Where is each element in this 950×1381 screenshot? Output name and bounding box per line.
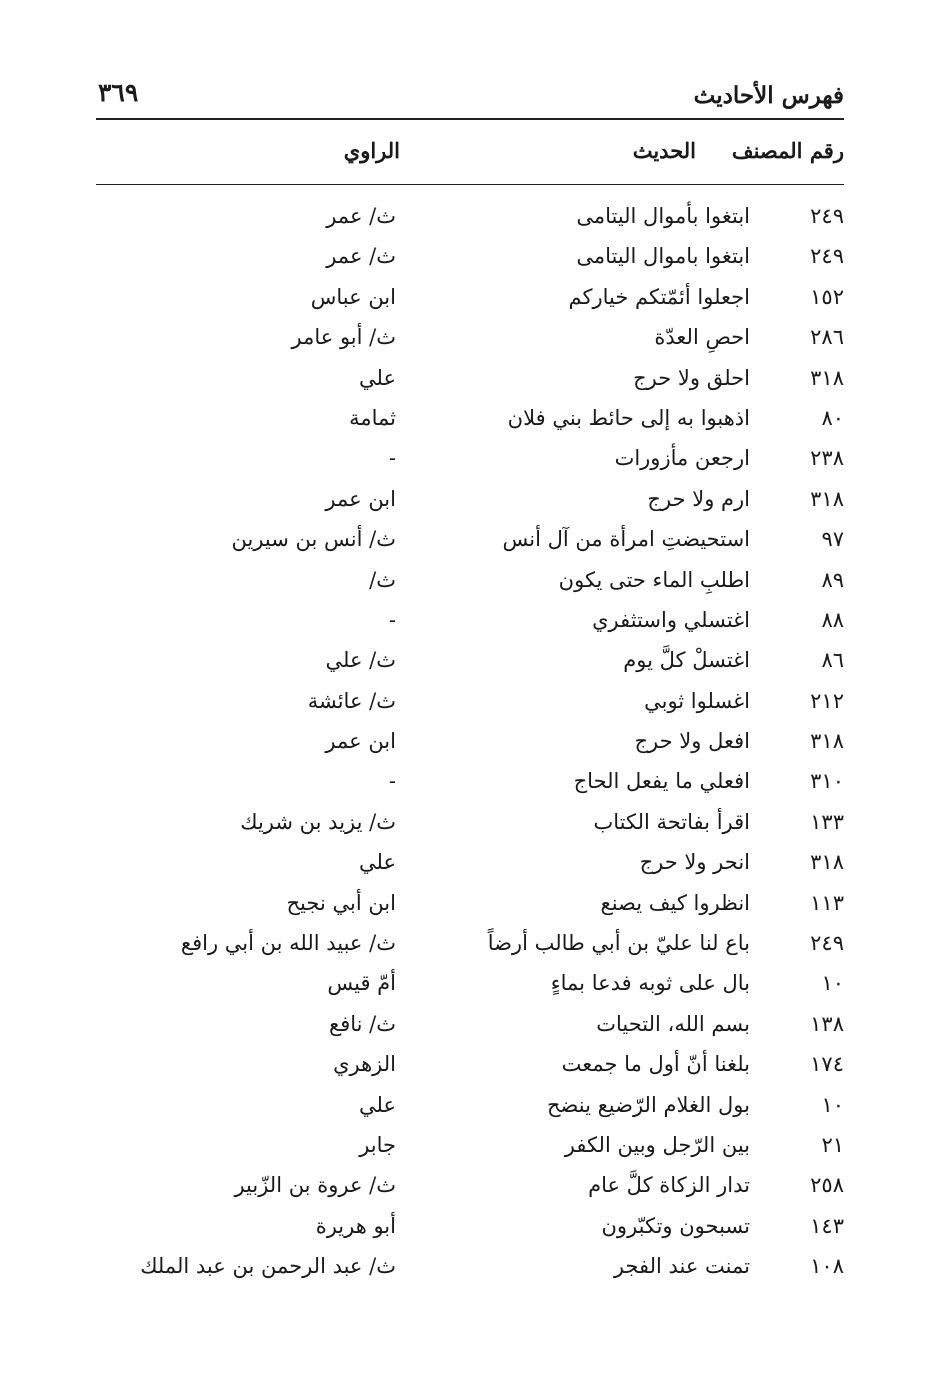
hadith-text: احصِ العدّة <box>654 325 750 350</box>
entry-number: ٨٦ <box>821 648 844 673</box>
table-row <box>96 200 844 240</box>
entry-number: ٢١ <box>821 1132 844 1157</box>
running-head <box>96 70 844 118</box>
entry-number: ٣١٠ <box>810 769 844 794</box>
header-rule <box>96 118 844 120</box>
table-row <box>96 321 844 361</box>
entry-number: ١٧٤ <box>810 1052 844 1077</box>
table-row <box>96 604 844 644</box>
narrator-name: ث/ يزيد بن شريك <box>240 809 396 834</box>
hadith-text: ابتغوا باموال اليتامى <box>576 244 750 269</box>
entry-number: ٢٤٩ <box>810 931 844 956</box>
hadith-text: بسم الله، التحيات <box>596 1011 750 1036</box>
table-row <box>96 483 844 523</box>
table-row <box>96 1210 844 1250</box>
hadith-text: ارم ولا حرج <box>647 486 750 511</box>
table-row <box>96 240 844 280</box>
column-headers <box>96 124 844 190</box>
hadith-text: بلغنا أنّ أول ما جمعت <box>561 1052 750 1077</box>
table-row <box>96 967 844 1007</box>
hadith-text: بين الرّجل وبين الكفر <box>564 1132 750 1157</box>
entry-number: ٢٣٨ <box>810 446 844 471</box>
page <box>96 70 844 1291</box>
column-header-hadith: الحديث <box>632 138 696 163</box>
hadith-text: افعلي ما يفعل الحاج <box>573 769 750 794</box>
entry-number: ٢٥٨ <box>810 1173 844 1198</box>
narrator-name: - <box>388 446 396 471</box>
narrator-name: ث/ نافع <box>329 1011 396 1036</box>
hadith-text: اذهبوا به إلى حائط بني فلان <box>507 405 750 430</box>
hadith-text: اطلبِ الماء حتى يكون <box>558 567 750 592</box>
table-row <box>96 1048 844 1088</box>
entry-number: ١٣٣ <box>810 809 844 834</box>
entry-number: ٢٤٩ <box>810 244 844 269</box>
narrator-name: أمّ قيس <box>327 971 396 996</box>
table-row <box>96 765 844 805</box>
narrator-name: علي <box>359 1092 396 1117</box>
entry-number: ٣١٨ <box>810 850 844 875</box>
page-title: فهرس الأحاديث <box>693 82 844 109</box>
entry-number: ١٠ <box>821 1092 844 1117</box>
entry-number: ١٤٣ <box>810 1213 844 1238</box>
hadith-text: بول الغلام الرّضيع ينضح <box>547 1092 750 1117</box>
entry-number: ١١٣ <box>810 890 844 915</box>
narrator-name: جابر <box>359 1132 396 1157</box>
table-row <box>96 564 844 604</box>
hadith-text: انظروا كيف يصنع <box>600 890 750 915</box>
entry-number: ٨٩ <box>821 567 844 592</box>
table-row <box>96 887 844 927</box>
entry-number: ١٣٨ <box>810 1011 844 1036</box>
entry-number: ٢١٢ <box>810 688 844 713</box>
hadith-text: ابتغوا بأموال اليتامى <box>576 204 750 228</box>
column-header-narrator: الراوي <box>343 138 400 163</box>
narrator-name: ابن عباس <box>310 284 396 309</box>
hadith-text: اغسلوا ثوبي <box>644 688 750 713</box>
narrator-name: علي <box>359 850 396 875</box>
table-row <box>96 725 844 765</box>
narrator-name: ث/ <box>369 567 396 592</box>
narrator-name: ث/ عبد الرحمن بن عبد الملك <box>140 1254 396 1279</box>
table-row <box>96 1089 844 1129</box>
narrator-name: علي <box>359 365 396 390</box>
hadith-text: اجعلوا أئمّتكم خياركم <box>568 284 750 309</box>
hadith-text: اغتسلْ كلَّ يوم <box>623 648 750 673</box>
page-number: ٣٦٩ <box>98 78 139 107</box>
narrator-name: - <box>388 607 396 632</box>
hadith-text: تمنت عند الفجر <box>613 1254 750 1279</box>
narrator-name: ث/ عمر <box>326 204 396 228</box>
table-row <box>96 644 844 684</box>
hadith-text: اغتسلي واستثفري <box>592 607 750 632</box>
hadith-text: تدار الزكاة كلَّ عام <box>588 1173 750 1198</box>
hadith-index-list <box>96 200 844 1291</box>
entry-number: ٣١٨ <box>810 365 844 390</box>
narrator-name: ابن أبي نجيح <box>286 890 396 915</box>
entry-number: ٢٨٦ <box>810 325 844 350</box>
hadith-text: احلق ولا حرج <box>633 365 750 390</box>
hadith-text: افعل ولا حرج <box>634 729 750 754</box>
narrator-name: ث/ أبو عامر <box>291 325 396 350</box>
hadith-text: تسبحون وتكبّرون <box>601 1213 750 1238</box>
entry-number: ٣١٨ <box>810 729 844 754</box>
table-row <box>96 523 844 563</box>
entry-number: ١٠٨ <box>810 1254 844 1279</box>
column-header-rule <box>96 184 844 185</box>
narrator-name: ثمامة <box>349 405 396 430</box>
table-row <box>96 806 844 846</box>
column-header-number: رقم المصنف <box>731 138 844 163</box>
table-row <box>96 281 844 321</box>
entry-number: ٢٤٩ <box>810 204 844 228</box>
table-row <box>96 846 844 886</box>
narrator-name: ث/ عروة بن الزّبير <box>234 1173 396 1198</box>
entry-number: ٨٠ <box>821 405 844 430</box>
table-row <box>96 362 844 402</box>
entry-number: ١٥٢ <box>810 284 844 309</box>
narrator-name: أبو هريرة <box>315 1213 396 1238</box>
table-row <box>96 1250 844 1290</box>
narrator-name: الزهري <box>333 1052 396 1077</box>
narrator-name: ث/ أنس بن سيرين <box>231 527 396 552</box>
narrator-name: ابن عمر <box>325 486 396 511</box>
table-row <box>96 1129 844 1169</box>
entry-number: ١٠ <box>821 971 844 996</box>
narrator-name: ث/ عائشة <box>307 688 396 713</box>
narrator-name: ث/ عبيد الله بن أبي رافع <box>180 931 396 956</box>
hadith-text: باع لنا عليّ بن أبي طالب أرضاً <box>487 931 750 956</box>
entry-number: ٩٧ <box>821 527 844 552</box>
narrator-name: ابن عمر <box>325 729 396 754</box>
table-row <box>96 927 844 967</box>
narrator-name: ث/ عمر <box>326 244 396 269</box>
table-row <box>96 1169 844 1209</box>
narrator-name: - <box>388 769 396 794</box>
hadith-text: استحيضتِ امرأة من آل أنس <box>502 527 750 552</box>
hadith-text: انحر ولا حرج <box>639 850 750 875</box>
table-row <box>96 1008 844 1048</box>
table-row <box>96 402 844 442</box>
narrator-name: ث/ علي <box>325 648 396 673</box>
entry-number: ٣١٨ <box>810 486 844 511</box>
table-row <box>96 685 844 725</box>
entry-number: ٨٨ <box>821 607 844 632</box>
hadith-text: اقرأ بفاتحة الكتاب <box>593 809 750 834</box>
table-row <box>96 442 844 482</box>
hadith-text: ارجعن مأزورات <box>614 446 750 471</box>
hadith-text: بال على ثوبه فدعا بماءٍ <box>550 971 750 996</box>
